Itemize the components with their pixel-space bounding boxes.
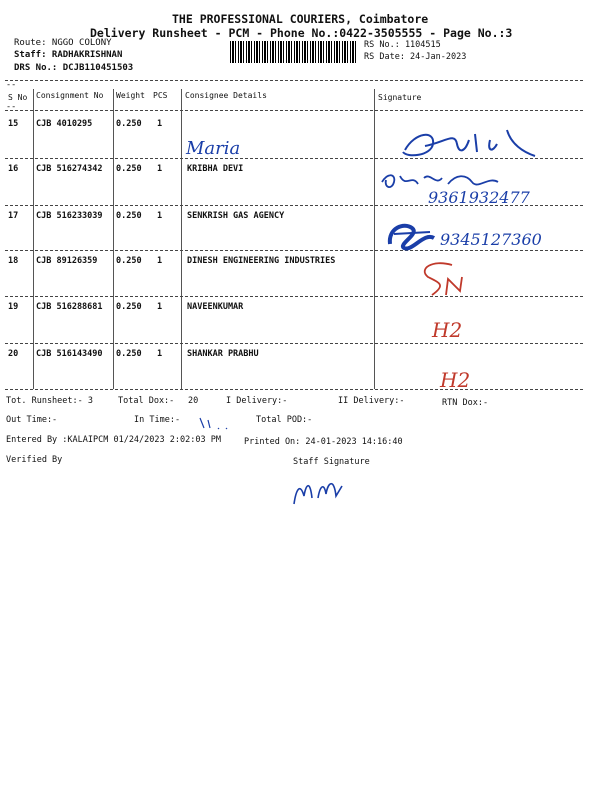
- col-consignee: Consignee Details: [185, 91, 267, 100]
- row-pcs: 1: [157, 119, 163, 129]
- initials-mark: [196, 414, 236, 434]
- ii-delivery-label: II Delivery:-: [338, 396, 405, 406]
- row-consignment: CJB 516288681: [36, 302, 103, 312]
- row-weight: 0.250: [116, 119, 142, 129]
- column-line: [374, 89, 375, 389]
- row-sno: 15: [8, 119, 19, 129]
- row-consignee: NAVEENKUMAR: [187, 302, 244, 312]
- row-pcs: 1: [157, 349, 163, 359]
- rs-date: RS Date: 24-Jan-2023: [364, 52, 467, 62]
- row-weight: 0.250: [116, 302, 142, 312]
- col-signature: Signature: [378, 93, 422, 102]
- i-delivery-label: I Delivery:-: [226, 396, 288, 406]
- row-sno: 20: [8, 349, 19, 359]
- row-consignment: CJB 516233039: [36, 211, 103, 221]
- out-time-label: Out Time:-: [6, 415, 58, 425]
- row-consignment: CJB 89126359: [36, 256, 98, 266]
- row-consignment: CJB 516274342: [36, 164, 103, 174]
- row-consignment: CJB 4010295: [36, 119, 93, 129]
- handwritten-mark: H2: [440, 368, 471, 392]
- col-pcs: PCS: [153, 91, 168, 100]
- column-line: [33, 89, 34, 389]
- staff-label: Staff: RADHAKRISHNAN: [14, 50, 123, 60]
- row-pcs: 1: [157, 256, 163, 266]
- col-weight: Weight: [116, 91, 145, 100]
- total-pod-label: Total POD:-: [256, 415, 313, 425]
- column-line: [181, 89, 182, 389]
- row-weight: 0.250: [116, 349, 142, 359]
- row-sno: 17: [8, 211, 19, 221]
- row-sno: 19: [8, 302, 19, 312]
- rs-number: RS No.: 1104515: [364, 40, 441, 50]
- handwritten-phone: 9345127360: [440, 230, 542, 249]
- verified-by-label: Verified By: [6, 455, 63, 465]
- printed-on: Printed On: 24-01-2023 14:16:40: [244, 437, 403, 447]
- barcode: [230, 41, 358, 63]
- row-pcs: 1: [157, 164, 163, 174]
- row-weight: 0.250: [116, 211, 142, 221]
- row-weight: 0.250: [116, 164, 142, 174]
- col-consignment: Consignment No: [36, 91, 104, 100]
- rtn-dox-label: RTN Dox:-: [442, 398, 489, 408]
- row-consignment: CJB 516143490: [36, 349, 103, 359]
- in-time-label: In Time:-: [134, 415, 181, 425]
- runsheet-title: Delivery Runsheet - PCM - Phone No.:0422-3505555 - Page No.:3: [90, 26, 513, 40]
- row-pcs: 1: [157, 211, 163, 221]
- row-consignee: KRIBHA DEVI: [187, 164, 244, 174]
- company-title: THE PROFESSIONAL COURIERS, Coimbatore: [172, 12, 429, 26]
- row-weight: 0.250: [116, 256, 142, 266]
- row-consignee: SHANKAR PRABHU: [187, 349, 259, 359]
- route-label: Route: NGGO COLONY: [14, 38, 112, 48]
- signature-row15: [395, 122, 555, 168]
- row-consignee: DINESH ENGINEERING INDUSTRIES: [187, 256, 336, 266]
- row-pcs: 1: [157, 302, 163, 312]
- column-line: [113, 89, 114, 389]
- row-divider: [5, 389, 583, 390]
- tot-runsheet: Tot. Runsheet:- 3: [6, 396, 93, 406]
- row-divider: [5, 296, 583, 297]
- handwritten-phone: 9361932477: [428, 188, 530, 207]
- row-divider: [5, 110, 583, 111]
- row-divider: [5, 250, 583, 251]
- signature-row18: [412, 255, 472, 301]
- drs-label: DRS No.: DCJB110451503: [14, 63, 134, 73]
- signature-row17: [384, 218, 440, 254]
- handwritten-mark: H2: [432, 318, 463, 342]
- row-consignee: SENKRISH GAS AGENCY: [187, 211, 285, 221]
- total-dox-label: Total Dox:-: [118, 396, 175, 406]
- staff-signature-label: Staff Signature: [293, 457, 370, 467]
- row-sno: 16: [8, 164, 19, 174]
- total-dox-value: 20: [188, 396, 199, 406]
- staff-signature: [290, 472, 350, 512]
- handwritten-name: Maria: [186, 138, 241, 159]
- header-divider: [5, 80, 583, 81]
- entered-by: Entered By :KALAIPCM 01/24/2023 2:02:03 PM: [6, 435, 221, 445]
- row-sno: 18: [8, 256, 19, 266]
- col-sno: S No: [8, 93, 28, 102]
- row-divider: [5, 343, 583, 344]
